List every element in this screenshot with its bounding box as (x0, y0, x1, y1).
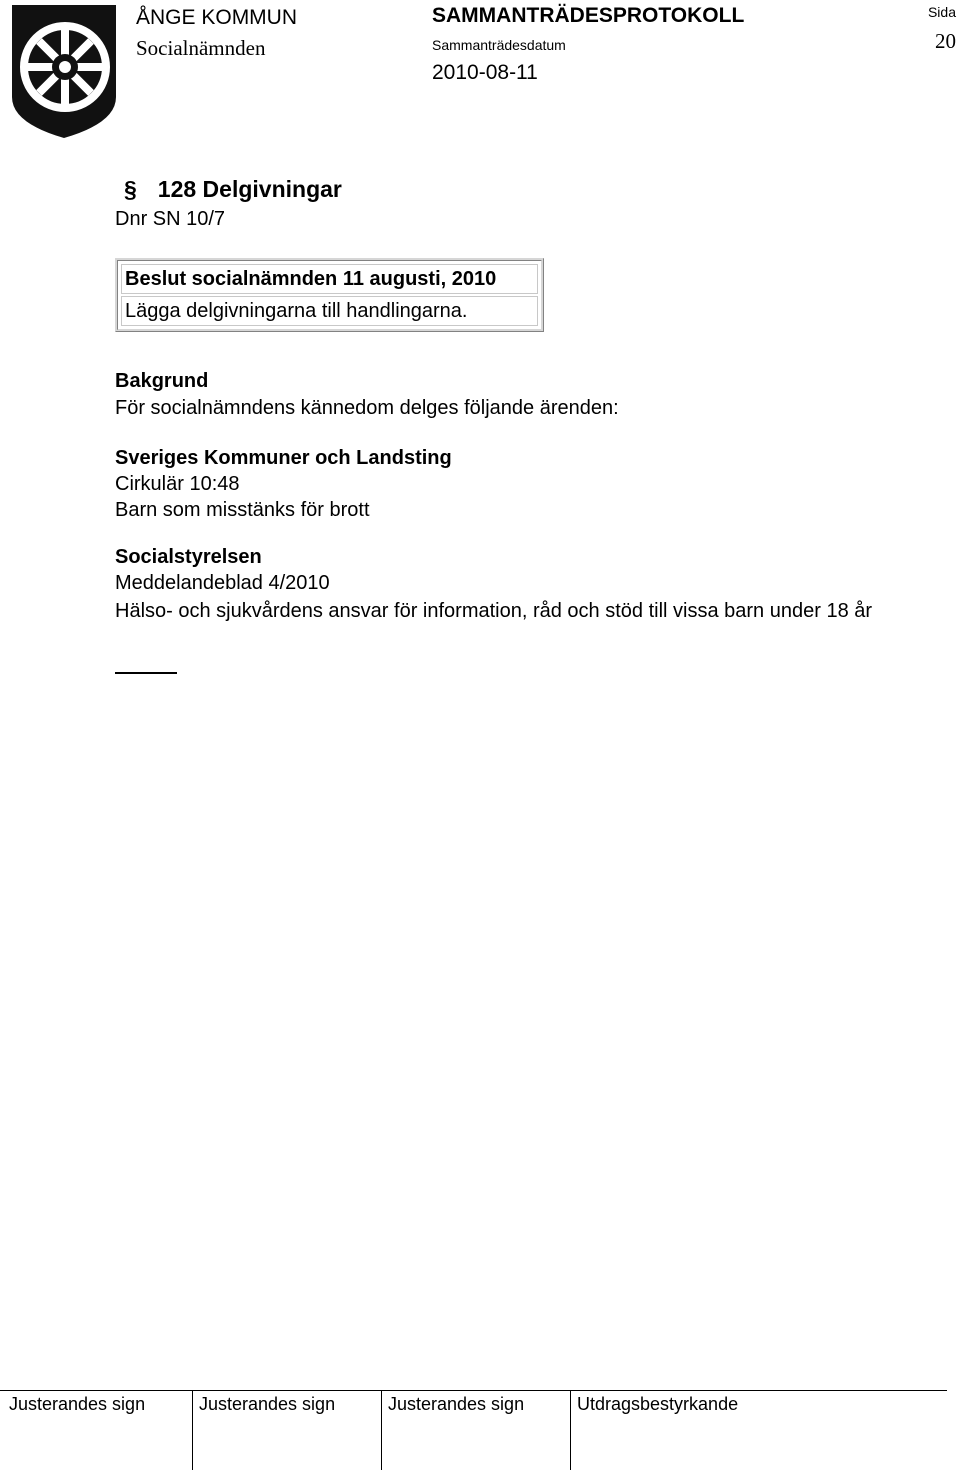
item-line: Hälso- och sjukvårdens ansvar för information, råd och stöd till vissa barn under 18 år (115, 600, 873, 622)
committee-name: Socialnämnden (136, 36, 266, 60)
document-title: SAMMANTRÄDESPROTOKOLL (432, 4, 745, 27)
section-heading (124, 176, 342, 203)
decision-text: Lägga delgivningarna till handlingarna. (121, 296, 538, 326)
meeting-date-value: 2010-08-11 (432, 61, 538, 84)
end-rule (115, 672, 177, 674)
item-heading: Sveriges Kommuner och Landsting (115, 447, 452, 469)
background-heading: Bakgrund (115, 370, 209, 392)
coat-of-arms-wheel-icon (8, 5, 120, 138)
page-label: Sida (927, 4, 956, 20)
signature-cell: Justerandes sign (381, 1391, 570, 1470)
item-heading: Socialstyrelsen (115, 546, 262, 568)
section-number-title: 128 Delgivningar (157, 176, 342, 202)
decision-box (115, 258, 544, 332)
signature-cell: Justerandes sign (192, 1391, 381, 1470)
certification-cell: Utdragsbestyrkande (570, 1391, 947, 1470)
signature-footer (0, 1390, 947, 1470)
item-line: Cirkulär 10:48 (115, 473, 240, 495)
case-number: Dnr SN 10/7 (115, 208, 226, 230)
organization-name: ÅNGE KOMMUN (136, 6, 298, 29)
background-text: För socialnämndens kännedom delges följande ärenden: (115, 397, 619, 419)
item-line: Meddelandeblad 4/2010 (115, 572, 330, 594)
page-number: 20 (935, 29, 956, 53)
signature-cell: Justerandes sign (9, 1394, 146, 1414)
decision-title: Beslut socialnämnden 11 augusti, 2010 (121, 264, 538, 294)
section-symbol: § (124, 176, 137, 202)
meeting-date-label: Sammanträdesdatum (432, 37, 566, 53)
item-line: Barn som misstänks för brott (115, 499, 370, 521)
